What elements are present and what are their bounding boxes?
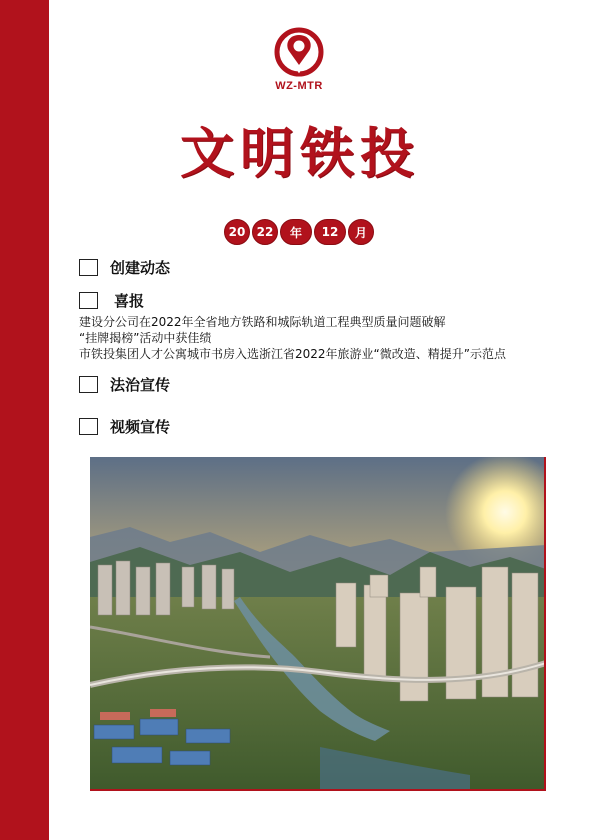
checkbox-icon[interactable] <box>79 259 98 276</box>
section-label: 视频宣传 <box>110 418 171 436</box>
city-aerial-photo <box>90 457 546 791</box>
date-part: 12 <box>314 219 346 245</box>
date-part: 22 <box>252 219 278 245</box>
logo-text: WZ-MTR <box>275 80 323 92</box>
date-part: 20 <box>224 219 250 245</box>
left-accent-bar <box>0 0 49 840</box>
wz-mtr-logo-icon <box>274 27 324 77</box>
checkbox-icon[interactable] <box>79 418 98 435</box>
page-title: 文明铁投 <box>180 121 420 185</box>
section-label: 创建动态 <box>110 259 171 277</box>
issue-date <box>224 219 374 245</box>
good-news-list <box>79 314 579 362</box>
section-create-news[interactable] <box>79 257 170 278</box>
date-part: 年 <box>280 219 312 245</box>
checkbox-icon[interactable] <box>79 292 98 309</box>
checkbox-icon[interactable] <box>79 376 98 393</box>
news-line: “挂牌揭榜”活动中获佳绩 <box>79 331 212 345</box>
section-label: 法治宣传 <box>110 376 171 394</box>
news-line: 市铁投集团人才公寓城市书房入选浙江省2022年旅游业“微改造、精提升”示范点 <box>79 347 506 361</box>
city-photo-illustration <box>90 457 546 791</box>
section-video-promotion[interactable] <box>79 416 170 437</box>
date-part: 月 <box>348 219 374 245</box>
section-legal-promotion[interactable] <box>79 374 170 395</box>
news-line: 建设分公司在2022年全省地方铁路和城际轨道工程典型质量问题破解 <box>79 315 446 329</box>
section-good-news[interactable] <box>79 290 144 311</box>
section-label: 喜报 <box>114 292 145 310</box>
